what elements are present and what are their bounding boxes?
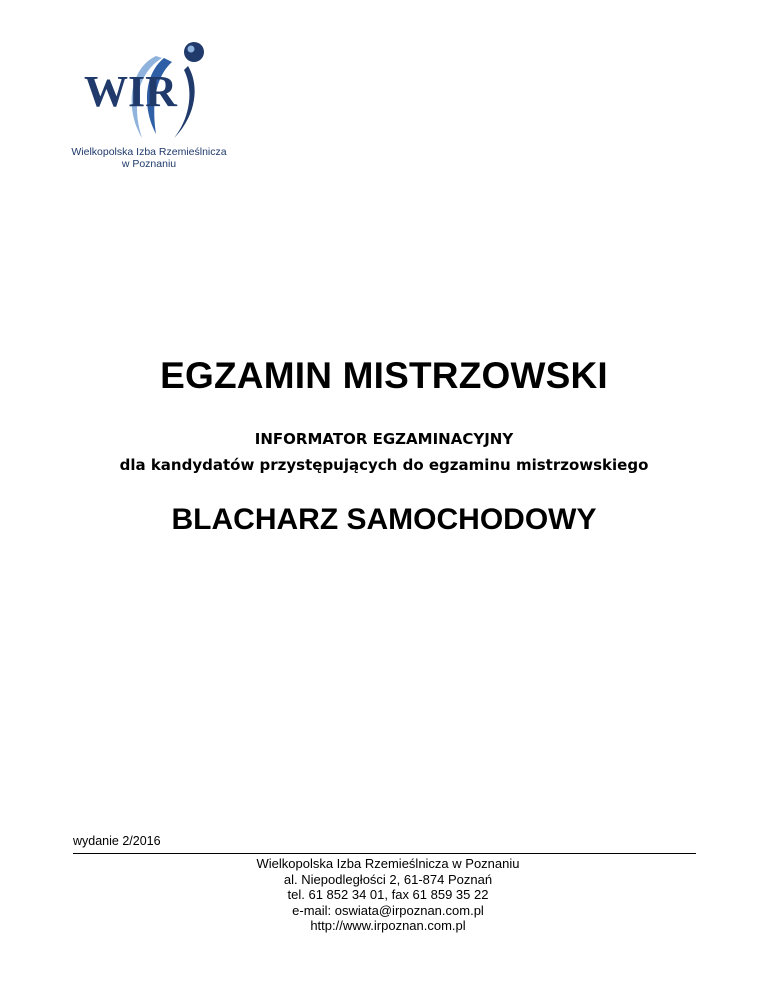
logo-caption-line2: w Poznaniu	[121, 158, 177, 170]
informator-heading: INFORMATOR EGZAMINACYJNY	[254, 430, 514, 448]
wir-logo-mark	[78, 38, 218, 143]
footer-phone: tel. 61 852 34 01, fax 61 859 35 22	[287, 887, 489, 902]
wir-logo-text: WIR	[84, 67, 177, 116]
footer-email: e-mail: oswiata@irpoznan.com.pl	[292, 902, 484, 918]
document-title: EGZAMIN MISTRZOWSKI	[160, 355, 608, 396]
footer-organization: Wielkopolska Izba Rzemieślnicza w Poznaniu	[256, 856, 520, 871]
edition-label: wydanie 2/2016	[73, 834, 161, 848]
footer-address: al. Niepodległości 2, 61-874 Poznań	[283, 871, 493, 887]
footer-divider	[73, 853, 696, 854]
logo-caption-line1: Wielkopolska Izba Rzemieślnicza	[71, 146, 227, 158]
profession-title: BLACHARZ SAMOCHODOWY	[171, 503, 597, 536]
informator-description: dla kandydatów przystępujących do egzaminu mistrzowskiego	[119, 456, 649, 474]
footer-contact	[188, 856, 588, 934]
footer-website: http://www.irpoznan.com.pl	[310, 918, 466, 933]
logo-caption	[64, 146, 234, 170]
wir-logo	[64, 38, 234, 178]
